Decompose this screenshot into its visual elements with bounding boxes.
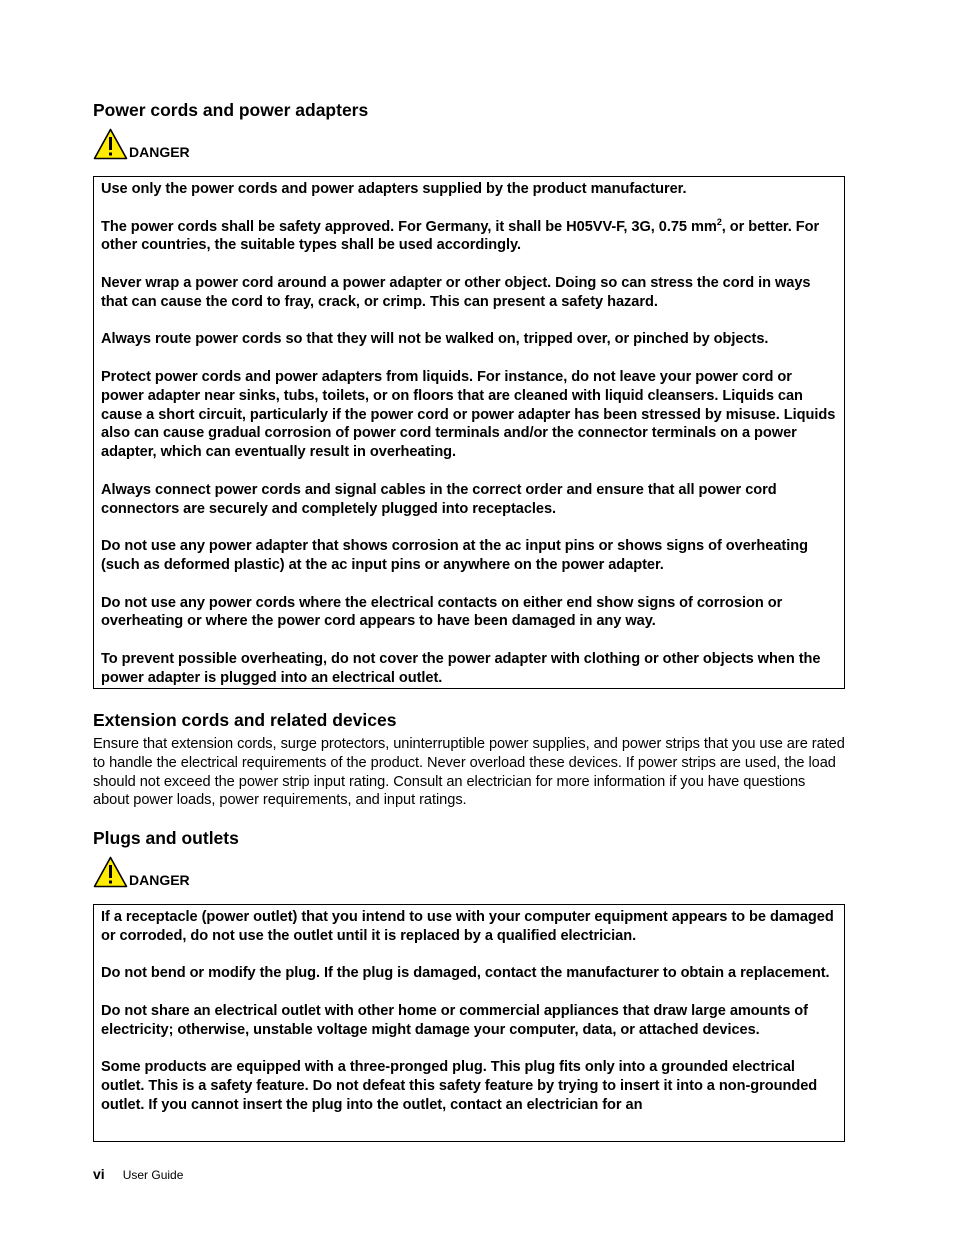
danger-label: DANGER <box>129 144 190 160</box>
section-heading-power-cords: Power cords and power adapters <box>93 100 369 120</box>
page-footer <box>93 1166 183 1182</box>
danger-paragraph: Always route power cords so that they will not be walked on, tripped over, or pinched by objects. <box>101 331 769 348</box>
danger-paragraph: Do not share an electrical outlet with other home or commercial appliances that draw large amounts of electricity; otherwise, unstable voltage might damage your computer, data, or attached devices. <box>101 1002 808 1038</box>
danger-box-plugs-outlets <box>93 904 845 1142</box>
danger-paragraph: The power cords shall be safety approved. For Germany, it shall be H05VV-F, 3G, 0.75 $mm^2$, or better. For other countries, the suitable types shall be used accordingly. <box>101 216 820 254</box>
danger-paragraph: Some products are equipped with a three-pronged plug. This plug fits only into a grounded electrical outlet. This is a safety feature. Do not defeat this safety feature by trying to insert it into a non-grounded outlet. If you cannot insert the plug into the outlet, contact an electrician for an <box>101 1059 818 1113</box>
page-number: vi <box>93 1166 105 1182</box>
danger-notice <box>93 854 190 888</box>
danger-label: DANGER <box>129 872 190 888</box>
danger-notice <box>93 126 190 160</box>
extension-cords-body: Ensure that extension cords, surge protectors, uninterruptible power supplies, and power strips that you use are rated to handle the electrical requirements of the product. Never overload these devices. If power strips are used, the load should not exceed the power strip input rating. Consult an electrician for more information if you have questions about power loads, power requirements, and input ratings. <box>93 736 845 809</box>
section-heading-plugs-outlets: Plugs and outlets <box>93 828 239 848</box>
danger-paragraph: Do not use any power cords where the electrical contacts on either end show signs of corrosion or overheating or where the power cord appears to have been damaged in any way. <box>101 594 783 630</box>
danger-paragraph: Do not bend or modify the plug. If the plug is damaged, contact the manufacturer to obtain a replacement. <box>101 965 830 982</box>
section-heading-extension-cords: Extension cords and related devices <box>93 710 397 730</box>
danger-paragraph: Never wrap a power cord around a power adapter or other object. Doing so can stress the cord in ways that can cause the cord to fray, crack, or crimp. This can present a safety hazard. <box>101 274 811 310</box>
danger-paragraph: If a receptacle (power outlet) that you intend to use with your computer equipment appears to be damaged or corroded, do not use the outlet until it is replaced by a qualified electrician. <box>101 909 834 944</box>
danger-paragraph: Do not use any power adapter that shows corrosion at the ac input pins or shows signs of overheating (such as deformed plastic) at the ac input pins or anywhere on the power adapter. <box>101 538 808 573</box>
danger-box-power-cords <box>93 176 845 689</box>
warning-triangle-icon <box>93 128 128 160</box>
danger-paragraph: To prevent possible overheating, do not cover the power adapter with clothing or other objects when the power adapter is plugged into an electrical outlet. <box>101 650 821 686</box>
footer-title: User Guide <box>122 1168 184 1182</box>
danger-paragraph: Protect power cords and power adapters from liquids. For instance, do not leave your power cord or power adapter near sinks, tubs, toilets, or on floors that are cleaned with liquid cleansers. Liquids can cause a short circuit, particularly if the power cord or power adapter has been stressed by misuse. Liquids also can cause gradual corrosion of power cord terminals and/or the connector terminals on a power adapter, which can eventually result in overheating. <box>101 368 836 461</box>
warning-triangle-icon <box>93 856 128 888</box>
danger-paragraph: Use only the power cords and power adapters supplied by the product manufacturer. <box>101 181 687 197</box>
danger-paragraph: Always connect power cords and signal cables in the correct order and ensure that all power cord connectors are securely and completely plugged into receptacles. <box>101 481 777 517</box>
